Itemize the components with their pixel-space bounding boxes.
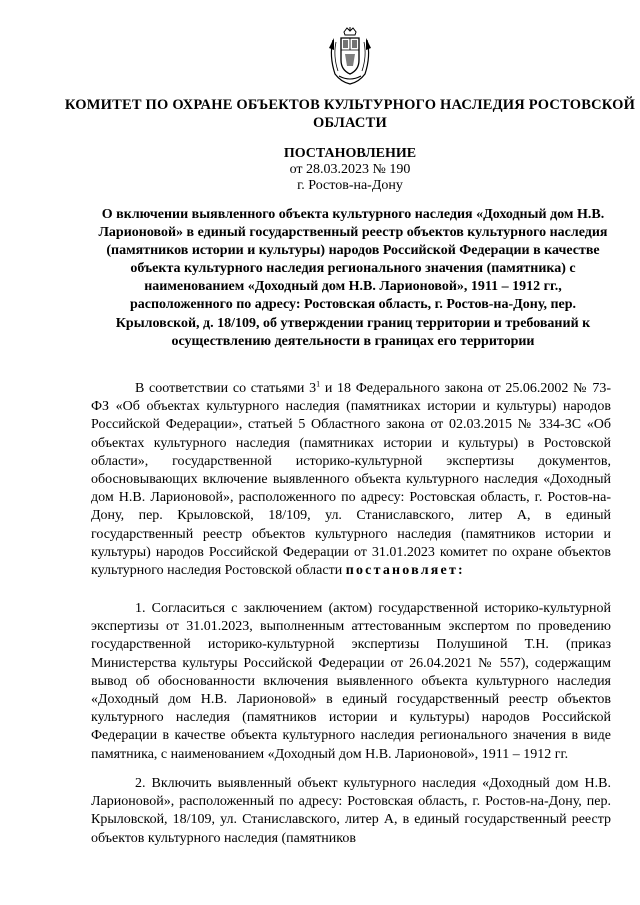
preamble-paragraph [91,380,611,580]
clause-1: 1. Согласиться с заключением (актом) государственной историко-культурной экспертизы от 31.01.2023, выполненным аттестованным экспертом по проведению государственной историко-культурной экспертизы Полушиной Т.Н. (приказ Министерства культуры Российской Федерации от 26.04.2021 № 557), содержащим вывод об обоснованности включения выявленного объекта культурного наследия «Доходный дом Н.В. Ларионовой» в единый государственный реестр объектов культурного наследия (памятников истории и культуры) народов Российской Федерации в качестве объекта культурного наследия регионального значения в виде памятника, с наименованием «Доходный дом Н.В. Ларионовой», 1911 – 1912 гг. [91,601,611,762]
document-type: ПОСТАНОВЛЕНИЕ [283,146,417,161]
document-city: г. Ростов-на-Дону [297,178,403,193]
resolves-keyword: постановляет: [345,563,465,579]
clause-2: 2. Включить выявленный объект культурного наследия «Доходный дом Н.В. Ларионовой», расположенный по адресу: Ростовская область, г. Ростов-на-Дону, пер. Крыловской, 18/109, ул. Станиславского, литер А, в единый государственный реестр объектов культурного наследия (памятников [91,776,611,846]
preamble-superscript: 1 [316,379,321,389]
coat-of-arms-icon [325,26,375,86]
preamble-rest: и 18 Федерального закона от 25.06.2002 № 73-ФЗ «Об объектах культурного наследия (памятниках истории и культуры) народов Российской Федерации», статьей 5 Областного закона от 02.03.2015 № 334-ЗС «Об объектах культурного наследия (памятниках истории и культуры) в Ростовской области», государственной историко-культурной экспертизы документов, обосновывающих включение выявленного объекта культурного наследия «Доходный дом Н.В. Ларионовой», расположенного по адресу: Ростовская область, г. Ростов-на-Дону, пер. Крыловской, 18/109, ул. Станиславского, литер А, в единый государственный реестр объектов культурного наследия (памятников истории и культуры) народов Российской Федерации от 31.01.2023 комитет по охране объектов культурного наследия Ростовской области [91,381,611,579]
document-title: О включении выявленного объекта культурного наследия «Доходный дом Н.В. Ларионовой» в единый государственный реестр объектов культурного наследия (памятников истории и культуры) народов Российской Федерации в качестве объекта культурного наследия регионального значения (памятника) с наименованием «Доходный дом Н.В. Ларионовой», 1911 – 1912 гг., расположенного по адресу: Ростовская область, г. Ростов-на-Дону, пер. Крыловской, д. 18/109, об утверждении границ территории и требований к осуществлению деятельности в границах его территории [98,207,608,349]
organization-name: КОМИТЕТ ПО ОХРАНЕ ОБЪЕКТОВ КУЛЬТУРНОГО НАСЛЕДИЯ РОСТОВСКОЙ ОБЛАСТИ [64,97,636,131]
document-date-number: от 28.03.2023 № 190 [289,162,411,177]
preamble-start: В соответствии со статьями 3 [135,381,317,396]
